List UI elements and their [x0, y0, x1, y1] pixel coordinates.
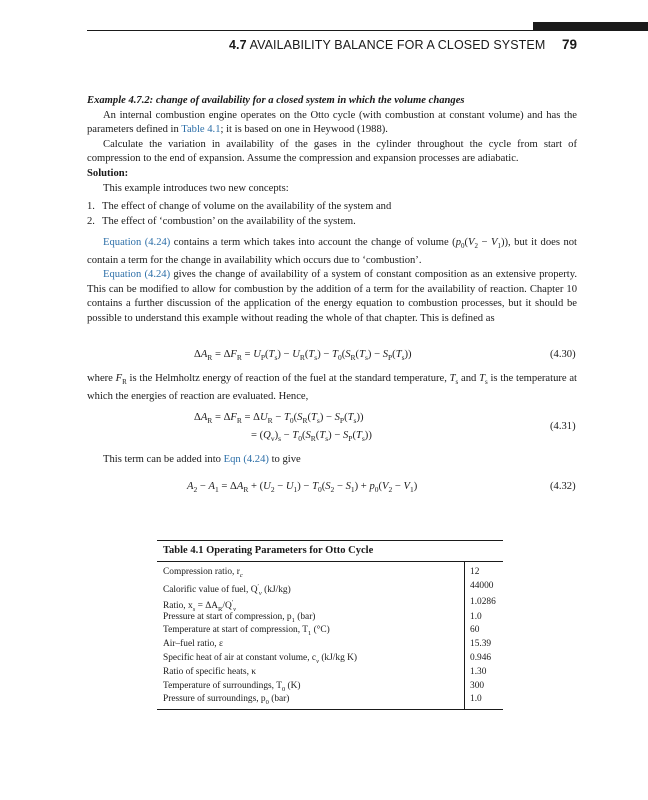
table-row: Pressure of surroundings, $p_0$ (bar) 1.0 [163, 694, 482, 707]
table-row: Temperature of surroundings, $T_0$ (K) 300 [163, 680, 485, 693]
table-link[interactable]: Table 4.1 [181, 124, 221, 136]
equation-link[interactable]: Eqn (4.24) [223, 454, 269, 465]
paragraph-4: Equation (4.24) gives the change of availability of a system of constant composition as an extensive property. This can be modified to allow for combustion by the addition of a term for the availability of reaction. Chapter 10 contains a further discussion of the application of the energy equation to combustion processes, but it should be possible to understand this example without reading the whole of that chapter. This is defined as [87, 269, 577, 325]
table-body [157, 562, 503, 710]
equation-link[interactable]: Equation (4.24) [103, 237, 171, 248]
equation-link[interactable]: Equation (4.24) [103, 269, 171, 281]
paragraph-5: where $F_R$ is the Helmholtz energy of reaction of the fuel at the standard temperature, $T_s$ and $T_s$ is the temperature at which the energies of reaction are evaluated. Hence, [87, 373, 577, 402]
operating-parameters-table [157, 540, 503, 710]
table-row: Compression ratio, $r_c$ 12 [163, 567, 480, 579]
example-block [87, 94, 577, 196]
table-row: Pressure at start of compression, $p_1$ (bar) 1.0 [163, 611, 482, 624]
list-item: 1. The effect of change of volume on the availability of the system and [87, 201, 392, 212]
table-row: Ratio of specific heats, κ 1.30 [163, 666, 487, 677]
table-title: Table 4.1 Operating Parameters for Otto Cycle [157, 540, 503, 562]
equation-4-31-line1: $\Delta A_R = \Delta F_R = \Delta U_R - T_0(S_R(T_s) - S_P(T_s))$ [194, 412, 364, 426]
paragraph-6: This term can be added into Eqn (4.24) to give [103, 454, 301, 465]
example-paragraph-1: An internal combustion engine operates on the Otto cycle (with combustion at constant volume) and has the parameters defined in Table 4.1; it is based on one in Heywood (1988). [87, 109, 577, 136]
solution-intro: This example introduces two new concepts: [103, 182, 289, 194]
section-number: 4.7 [229, 38, 247, 52]
equation-4-32: $A_2 - A_1 = \Delta A_R + (U_2 - U_1) - T_0(S_2 - S_1) + p_0(V_2 - V_1)$ [187, 481, 418, 495]
table-row: Calorific value of fuel, $Q'_v$ (kJ/kg) 44000 [163, 580, 494, 597]
section-title: AVAILABILITY BALANCE FOR A CLOSED SYSTEM [249, 38, 546, 52]
table-row: Ratio, $x_s = \Delta A_R/Q'_v$ 1.0286 [163, 596, 496, 613]
table-row: Specific heat of air at constant volume, $c_v$ (kJ/kg K) 0.946 [163, 652, 492, 665]
equation-number: (4.32) [550, 481, 576, 492]
page-number: 79 [562, 37, 578, 52]
header-rule [87, 30, 648, 31]
running-title [229, 38, 545, 52]
solution-label: Solution: [87, 167, 129, 179]
table-row: Air–fuel ratio, ε 15.39 [163, 639, 492, 650]
equation-number: (4.31) [550, 421, 576, 432]
list-item: 2. The effect of ‘combustion’ on the availability of the system. [87, 215, 356, 227]
header-bar [533, 22, 648, 30]
example-paragraph-2: Calculate the variation in availability of the gases in the cylinder throughout the cycle from start of compression to the end of expansion. Assume the compression and expansion processes are adiabatic. [87, 138, 577, 165]
equation-4-30: $\Delta A_R = \Delta F_R = U_P(T_s) - U_R(T_s) - T_0(S_R(T_s) - S_P(T_s))$ [194, 349, 412, 363]
equation-number: (4.30) [550, 349, 576, 360]
example-title: Example 4.7.2: change of availability for a closed system in which the volume changes [87, 95, 465, 106]
discussion-block [87, 236, 577, 327]
equation-4-31-line2: = $(Q_v)_s - T_0(S_R(T_s) - S_P(T_s))$ [251, 430, 372, 444]
paragraph-3: Equation (4.24) contains a term which takes into account the change of volume $(p_0(V_2 - V_1))$, but it does not contain a term for the change in availability which occurs due to ‘combustion’. [87, 237, 577, 266]
table-row: Temperature at start of compression, $T_1$ (°C) 60 [163, 625, 480, 638]
